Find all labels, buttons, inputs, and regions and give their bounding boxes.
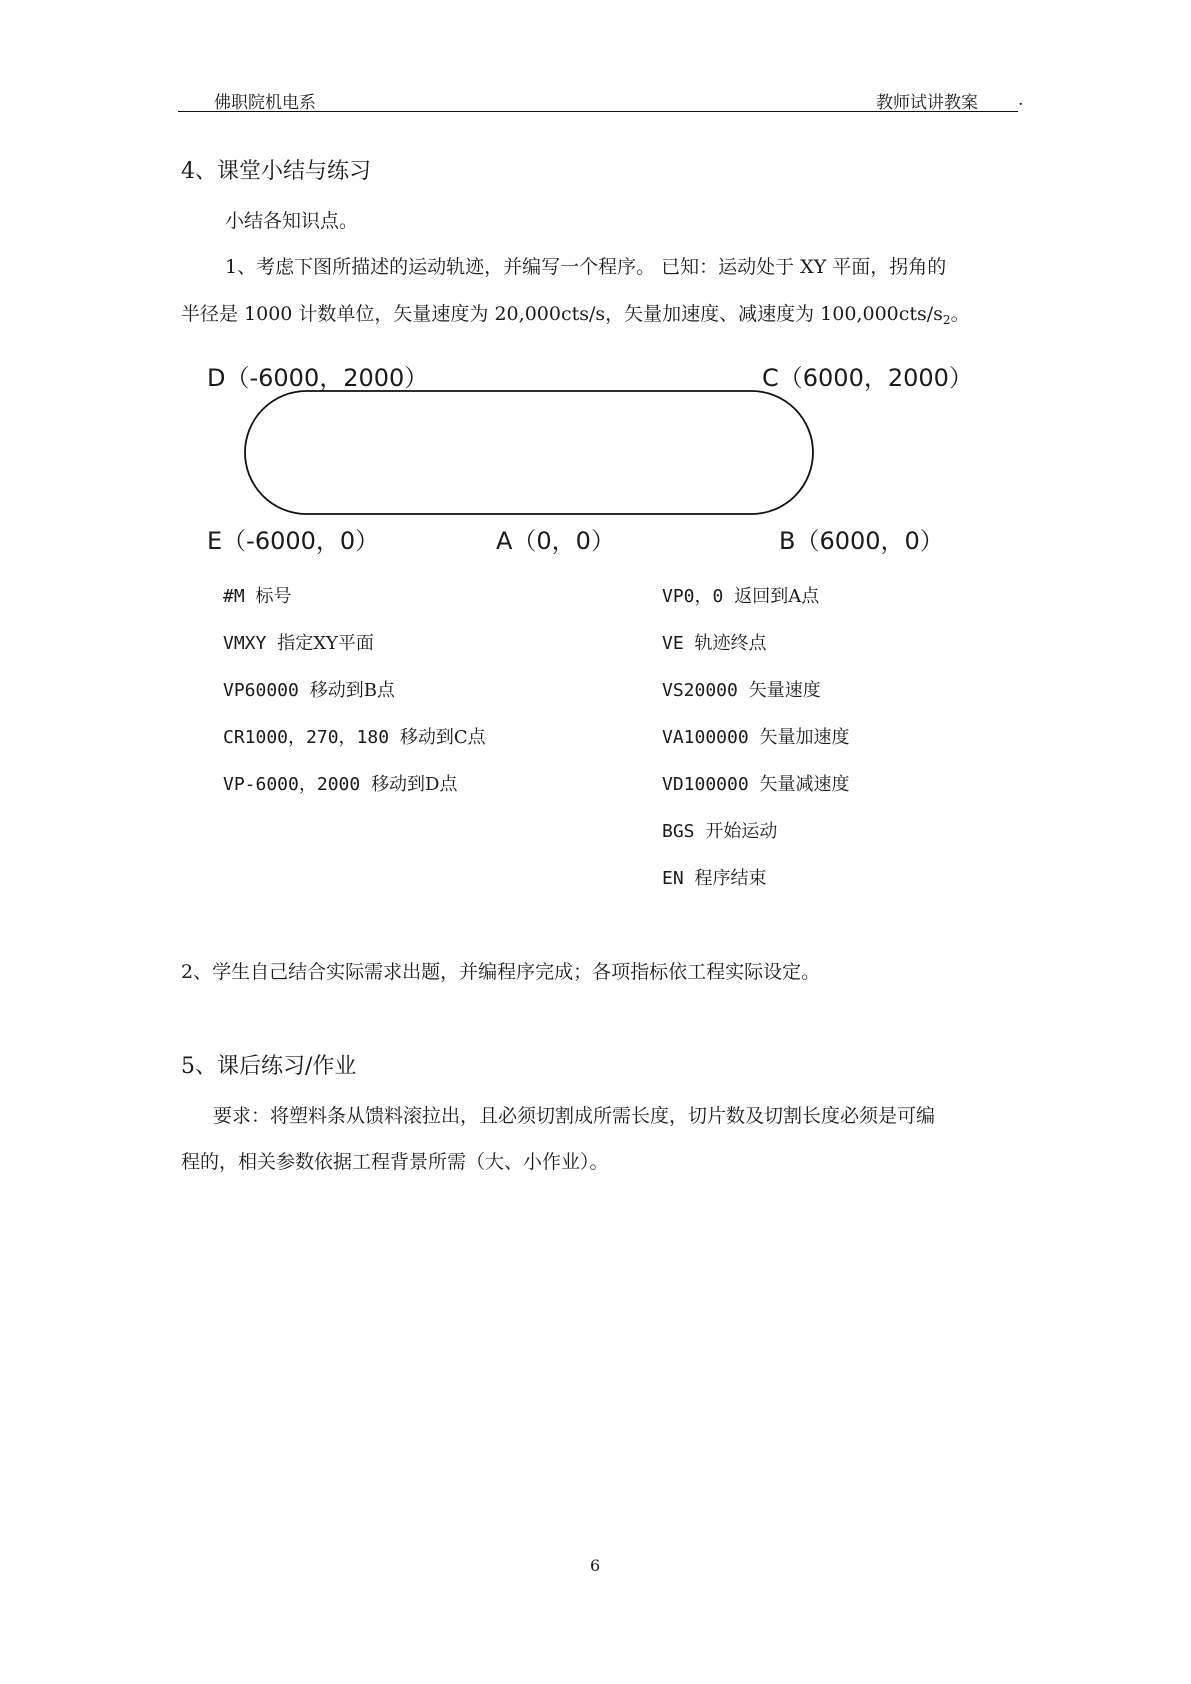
section4-title: 4、课堂小结与练习: [181, 159, 371, 184]
program-left-line: [223, 770, 458, 796]
program-cmd: VP0，0: [662, 586, 724, 607]
program-comment: 矢量加速度: [759, 727, 850, 748]
program-left-line: [223, 629, 374, 655]
q2-text: 2、学生自己结合实际需求出题，并编程序完成；各项指标依工程实际设定。: [181, 961, 821, 983]
header-right: 教师试讲教案: [876, 93, 978, 113]
program-left-line: [223, 676, 395, 702]
program-comment: 移动到C点: [399, 727, 486, 748]
point-d-label: D（-6000，2000）: [207, 364, 429, 392]
header-right-mark: .: [1018, 90, 1024, 110]
program-right-line: [662, 770, 850, 796]
program-cmd: VP-6000，2000: [223, 774, 361, 795]
program-cmd: VP60000: [223, 680, 299, 701]
section5-title: 5、课后练习/作业: [181, 1054, 357, 1079]
program-right-line: [662, 864, 767, 890]
program-right-line: [662, 817, 777, 843]
program-left-line: [223, 582, 292, 608]
program-cmd: VE: [662, 633, 684, 654]
header-left: 佛职院机电系: [214, 93, 316, 113]
section5-line2: 程的，相关参数依据工程背景所需（大、小作业）。: [181, 1151, 609, 1173]
program-comment: 程序结束: [694, 868, 767, 889]
program-right-line: [662, 723, 850, 749]
q1-line2-main: 半径是 1000 计数单位，矢量速度为 20,000cts/s，矢量加速度、减速度为 100,000cts/s: [181, 303, 943, 325]
program-cmd: CR1000，270，180: [223, 727, 390, 748]
q1-line2: [181, 299, 970, 327]
program-right-line: [662, 582, 819, 608]
program-comment: 轨迹终点: [694, 633, 767, 654]
q1-line2-subscript: 2: [942, 313, 951, 327]
program-cmd: VA100000: [662, 727, 749, 748]
q1-line1: 1、考虑下图所描述的运动轨迹，并编写一个程序。 已知：运动处于 XY 平面，拐角的: [225, 256, 947, 278]
program-cmd: #M: [223, 586, 245, 607]
stadium-trajectory-path: [245, 391, 813, 514]
point-c-label: C（6000，2000）: [762, 364, 973, 392]
program-comment: 标号: [255, 586, 292, 607]
program-comment: 开始运动: [705, 821, 778, 842]
program-cmd: VS20000: [662, 680, 738, 701]
program-comment: 移动到B点: [309, 680, 395, 701]
point-b-label: B（6000，0）: [779, 527, 944, 555]
trajectory-diagram: [240, 385, 820, 520]
program-cmd: VD100000: [662, 774, 749, 795]
program-comment: 返回到A点: [734, 586, 820, 607]
program-right-line: [662, 629, 767, 655]
program-right-line: [662, 676, 821, 702]
point-e-label: E（-6000，0）: [207, 527, 380, 555]
program-left-line: [223, 723, 486, 749]
program-comment: 矢量减速度: [759, 774, 850, 795]
q1-line2-end: 。: [950, 303, 970, 325]
section4-summary: 小结各知识点。: [225, 210, 359, 232]
page-number: 6: [590, 1556, 601, 1575]
program-comment: 移动到D点: [371, 774, 458, 795]
program-comment: 指定XY平面: [277, 633, 374, 654]
program-comment: 矢量速度: [748, 680, 821, 701]
point-a-label: A（0，0）: [496, 527, 615, 555]
section5-line1: 要求：将塑料条从馈料滚拉出，且必须切割成所需长度，切片数及切割长度必须是可编: [213, 1105, 936, 1127]
program-cmd: EN: [662, 868, 684, 889]
program-cmd: BGS: [662, 821, 695, 842]
header-rule: [178, 111, 1018, 112]
program-cmd: VMXY: [223, 633, 267, 654]
